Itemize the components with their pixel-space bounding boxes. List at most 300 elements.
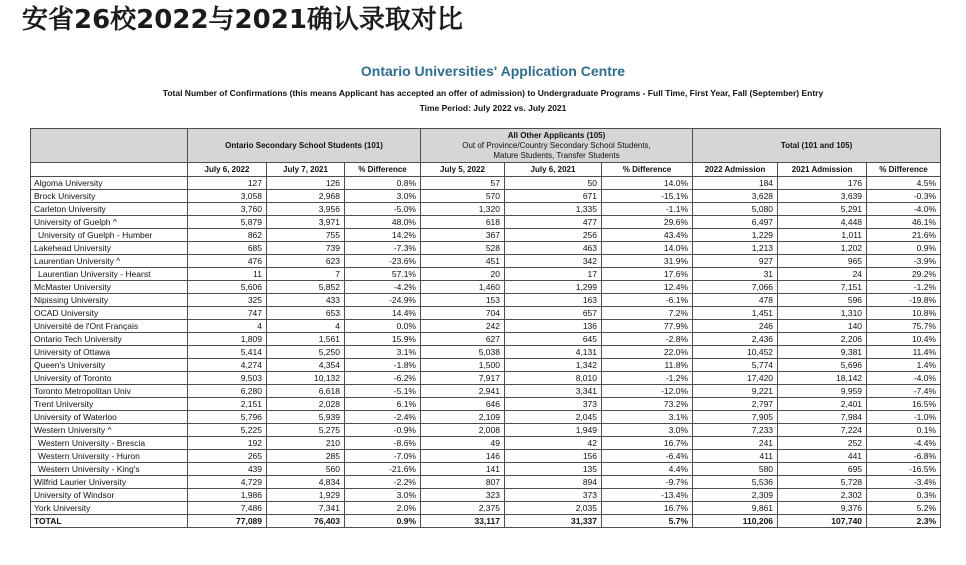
secondary-2021-cell: 739 [267, 242, 345, 255]
total-pct-diff-cell: 21.6% [867, 229, 941, 242]
secondary-2022-cell: 2,151 [188, 398, 267, 411]
table-row [31, 502, 941, 515]
other-2021-cell: 31,337 [505, 515, 602, 528]
other-pct-diff-cell: -15.1% [602, 190, 693, 203]
table-row [31, 294, 941, 307]
other-2021-cell: 2,035 [505, 502, 602, 515]
other-pct-diff-cell: 14.0% [602, 177, 693, 190]
total-2022-cell: 5,536 [693, 476, 778, 489]
secondary-2022-cell: 11 [188, 268, 267, 281]
total-pct-diff-cell: 1.4% [867, 359, 941, 372]
university-name: University of Waterloo [31, 411, 188, 424]
other-2021-cell: 2,045 [505, 411, 602, 424]
other-2021-cell: 4,131 [505, 346, 602, 359]
secondary-2022-cell: 5,414 [188, 346, 267, 359]
total-2021-cell: 5,728 [778, 476, 867, 489]
university-name: Lakehead University [31, 242, 188, 255]
total-2022-cell: 184 [693, 177, 778, 190]
other-2022-cell: 451 [421, 255, 505, 268]
other-2021-cell: 671 [505, 190, 602, 203]
secondary-2021-cell: 5,275 [267, 424, 345, 437]
other-2022-cell: 807 [421, 476, 505, 489]
secondary-pct-diff-cell: 0.8% [345, 177, 421, 190]
other-2021-cell: 342 [505, 255, 602, 268]
column-header-other-pct-diff: % Difference [602, 163, 693, 177]
column-header-other-2021: July 6, 2021 [505, 163, 602, 177]
university-name: Western University ^ [31, 424, 188, 437]
table-row [31, 242, 941, 255]
secondary-2021-cell: 7 [267, 268, 345, 281]
total-2021-cell: 5,291 [778, 203, 867, 216]
table-row [31, 398, 941, 411]
table-row [31, 424, 941, 437]
total-pct-diff-cell: 0.3% [867, 489, 941, 502]
secondary-2021-cell: 5,939 [267, 411, 345, 424]
secondary-pct-diff-cell: -2.2% [345, 476, 421, 489]
total-2022-cell: 580 [693, 463, 778, 476]
university-name: Toronto Metropolitan Univ [31, 385, 188, 398]
page-title: 安省26校2022与2021确认录取对比 [22, 5, 463, 35]
other-2022-cell: 618 [421, 216, 505, 229]
group-header-row [31, 129, 941, 163]
university-name: University of Ottawa [31, 346, 188, 359]
secondary-2022-cell: 9,503 [188, 372, 267, 385]
total-2022-cell: 1,229 [693, 229, 778, 242]
total-pct-diff-cell: -1.2% [867, 281, 941, 294]
total-2021-cell: 24 [778, 268, 867, 281]
total-2022-cell: 10,452 [693, 346, 778, 359]
secondary-2021-cell: 433 [267, 294, 345, 307]
total-2021-cell: 965 [778, 255, 867, 268]
table-row [31, 411, 941, 424]
secondary-2022-cell: 5,225 [188, 424, 267, 437]
total-2021-cell: 252 [778, 437, 867, 450]
secondary-pct-diff-cell: -8.6% [345, 437, 421, 450]
secondary-2022-cell: 4,274 [188, 359, 267, 372]
other-2022-cell: 33,117 [421, 515, 505, 528]
other-pct-diff-cell: 11.8% [602, 359, 693, 372]
secondary-2021-cell: 126 [267, 177, 345, 190]
total-pct-diff-cell: 5.2% [867, 502, 941, 515]
secondary-2021-cell: 3,956 [267, 203, 345, 216]
table-row [31, 476, 941, 489]
total-2021-cell: 441 [778, 450, 867, 463]
university-name: OCAD University [31, 307, 188, 320]
university-name: Western University - Brescia [31, 437, 188, 450]
total-2021-cell: 3,639 [778, 190, 867, 203]
total-2021-cell: 5,696 [778, 359, 867, 372]
secondary-2022-cell: 1,809 [188, 333, 267, 346]
secondary-2021-cell: 76,403 [267, 515, 345, 528]
other-pct-diff-cell: -6.4% [602, 450, 693, 463]
table-row [31, 307, 941, 320]
university-name: Carleton University [31, 203, 188, 216]
secondary-2021-cell: 5,852 [267, 281, 345, 294]
total-2022-cell: 241 [693, 437, 778, 450]
secondary-pct-diff-cell: -2.4% [345, 411, 421, 424]
university-header [31, 129, 188, 163]
total-pct-diff-cell: 0.1% [867, 424, 941, 437]
other-pct-diff-cell: 16.7% [602, 437, 693, 450]
column-header-total-2021: 2021 Admission [778, 163, 867, 177]
column-header-row [31, 163, 941, 177]
secondary-pct-diff-cell: 3.0% [345, 190, 421, 203]
other-pct-diff-cell: -2.8% [602, 333, 693, 346]
other-2021-cell: 477 [505, 216, 602, 229]
total-pct-diff-cell: -19.8% [867, 294, 941, 307]
secondary-2021-cell: 2,968 [267, 190, 345, 203]
secondary-pct-diff-cell: 0.0% [345, 320, 421, 333]
secondary-2022-cell: 747 [188, 307, 267, 320]
total-2021-cell: 596 [778, 294, 867, 307]
secondary-2021-cell: 560 [267, 463, 345, 476]
secondary-2021-cell: 623 [267, 255, 345, 268]
total-2022-cell: 17,420 [693, 372, 778, 385]
total-pct-diff-cell: -0.3% [867, 190, 941, 203]
university-subheader [31, 163, 188, 177]
university-name: Western University - King's [31, 463, 188, 476]
group-header-other-detail: Out of Province/Country Secondary School Students, [462, 140, 651, 150]
other-2021-cell: 50 [505, 177, 602, 190]
total-pct-diff-cell: -16.5% [867, 463, 941, 476]
other-2021-cell: 135 [505, 463, 602, 476]
total-2022-cell: 31 [693, 268, 778, 281]
total-2021-cell: 2,302 [778, 489, 867, 502]
total-pct-diff-cell: -4.0% [867, 372, 941, 385]
other-2022-cell: 323 [421, 489, 505, 502]
university-name: University of Windsor [31, 489, 188, 502]
total-2021-cell: 107,740 [778, 515, 867, 528]
total-pct-diff-cell: 10.8% [867, 307, 941, 320]
total-2022-cell: 3,628 [693, 190, 778, 203]
other-2021-cell: 156 [505, 450, 602, 463]
table-row [31, 333, 941, 346]
other-2022-cell: 528 [421, 242, 505, 255]
other-pct-diff-cell: 14.0% [602, 242, 693, 255]
total-2022-cell: 7,233 [693, 424, 778, 437]
secondary-pct-diff-cell: -4.2% [345, 281, 421, 294]
secondary-2021-cell: 4 [267, 320, 345, 333]
secondary-pct-diff-cell: -5.0% [345, 203, 421, 216]
total-2021-cell: 18,142 [778, 372, 867, 385]
secondary-2022-cell: 127 [188, 177, 267, 190]
group-header-secondary: Ontario Secondary School Students (101) [188, 129, 421, 163]
other-2021-cell: 373 [505, 489, 602, 502]
other-2021-cell: 136 [505, 320, 602, 333]
secondary-2022-cell: 4,729 [188, 476, 267, 489]
secondary-2022-cell: 192 [188, 437, 267, 450]
column-header-secondary-2021: July 7, 2021 [267, 163, 345, 177]
other-pct-diff-cell: -13.4% [602, 489, 693, 502]
other-2022-cell: 5,038 [421, 346, 505, 359]
secondary-pct-diff-cell: -23.6% [345, 255, 421, 268]
column-header-total-2022: 2022 Admission [693, 163, 778, 177]
secondary-2022-cell: 4 [188, 320, 267, 333]
total-pct-diff-cell: 11.4% [867, 346, 941, 359]
secondary-2022-cell: 265 [188, 450, 267, 463]
total-2021-cell: 9,959 [778, 385, 867, 398]
other-2022-cell: 7,917 [421, 372, 505, 385]
secondary-2021-cell: 653 [267, 307, 345, 320]
total-pct-diff-cell: 2.3% [867, 515, 941, 528]
university-name: Wilfrid Laurier University [31, 476, 188, 489]
report-organization: Ontario Universities' Application Centre [360, 63, 626, 79]
secondary-2021-cell: 4,354 [267, 359, 345, 372]
secondary-pct-diff-cell: 57.1% [345, 268, 421, 281]
total-2021-cell: 7,224 [778, 424, 867, 437]
secondary-pct-diff-cell: 14.4% [345, 307, 421, 320]
university-name: Brock University [31, 190, 188, 203]
secondary-2021-cell: 1,561 [267, 333, 345, 346]
other-pct-diff-cell: 3.0% [602, 424, 693, 437]
other-pct-diff-cell: 7.2% [602, 307, 693, 320]
university-name: University of Toronto [31, 372, 188, 385]
table-row [31, 281, 941, 294]
other-pct-diff-cell: 43.4% [602, 229, 693, 242]
total-2022-cell: 5,774 [693, 359, 778, 372]
total-2021-cell: 9,376 [778, 502, 867, 515]
secondary-pct-diff-cell: -1.8% [345, 359, 421, 372]
report-header [20, 63, 966, 113]
total-2021-cell: 1,011 [778, 229, 867, 242]
other-2022-cell: 627 [421, 333, 505, 346]
secondary-2022-cell: 5,606 [188, 281, 267, 294]
total-pct-diff-cell: 0.9% [867, 242, 941, 255]
other-2021-cell: 8,010 [505, 372, 602, 385]
total-row [31, 515, 941, 528]
secondary-2022-cell: 7,486 [188, 502, 267, 515]
other-2022-cell: 2,008 [421, 424, 505, 437]
other-2022-cell: 57 [421, 177, 505, 190]
total-2022-cell: 5,080 [693, 203, 778, 216]
total-2022-cell: 478 [693, 294, 778, 307]
other-2022-cell: 2,109 [421, 411, 505, 424]
table-row [31, 203, 941, 216]
secondary-2021-cell: 5,250 [267, 346, 345, 359]
other-2021-cell: 463 [505, 242, 602, 255]
secondary-pct-diff-cell: -21.6% [345, 463, 421, 476]
other-2022-cell: 1,500 [421, 359, 505, 372]
total-2021-cell: 2,206 [778, 333, 867, 346]
table-row [31, 450, 941, 463]
secondary-pct-diff-cell: 0.9% [345, 515, 421, 528]
total-2021-cell: 1,202 [778, 242, 867, 255]
secondary-pct-diff-cell: 14.2% [345, 229, 421, 242]
secondary-2021-cell: 7,341 [267, 502, 345, 515]
total-2021-cell: 7,151 [778, 281, 867, 294]
university-name: Western University - Huron [31, 450, 188, 463]
secondary-2022-cell: 476 [188, 255, 267, 268]
university-name: York University [31, 502, 188, 515]
total-2021-cell: 1,310 [778, 307, 867, 320]
secondary-2021-cell: 10,132 [267, 372, 345, 385]
secondary-pct-diff-cell: -7.0% [345, 450, 421, 463]
secondary-2022-cell: 3,058 [188, 190, 267, 203]
other-2021-cell: 256 [505, 229, 602, 242]
total-2022-cell: 927 [693, 255, 778, 268]
table-row [31, 190, 941, 203]
secondary-pct-diff-cell: 3.0% [345, 489, 421, 502]
university-name: Trent University [31, 398, 188, 411]
other-pct-diff-cell: 3.1% [602, 411, 693, 424]
other-2022-cell: 1,320 [421, 203, 505, 216]
total-pct-diff-cell: -4.4% [867, 437, 941, 450]
other-2021-cell: 645 [505, 333, 602, 346]
total-2021-cell: 9,381 [778, 346, 867, 359]
total-2022-cell: 9,861 [693, 502, 778, 515]
total-pct-diff-cell: 29.2% [867, 268, 941, 281]
secondary-pct-diff-cell: 2.0% [345, 502, 421, 515]
table-row [31, 229, 941, 242]
secondary-2022-cell: 5,796 [188, 411, 267, 424]
report-description: Total Number of Confirmations (this means Applicant has accepted an offer of admission) to Undergraduate Programs - Full Time, First Year, Fall (September) Entry [162, 88, 824, 98]
other-pct-diff-cell: 16.7% [602, 502, 693, 515]
secondary-2021-cell: 285 [267, 450, 345, 463]
university-name: Laurentian University - Hearst [31, 268, 188, 281]
total-2022-cell: 7,066 [693, 281, 778, 294]
other-2022-cell: 242 [421, 320, 505, 333]
secondary-2021-cell: 3,971 [267, 216, 345, 229]
secondary-2021-cell: 1,929 [267, 489, 345, 502]
other-pct-diff-cell: 4.4% [602, 463, 693, 476]
secondary-pct-diff-cell: -5.1% [345, 385, 421, 398]
total-2022-cell: 2,797 [693, 398, 778, 411]
secondary-pct-diff-cell: -7.3% [345, 242, 421, 255]
other-pct-diff-cell: -9.7% [602, 476, 693, 489]
total-pct-diff-cell: -3.9% [867, 255, 941, 268]
total-2022-cell: 1,213 [693, 242, 778, 255]
other-2022-cell: 2,375 [421, 502, 505, 515]
secondary-2021-cell: 6,618 [267, 385, 345, 398]
total-2021-cell: 7,984 [778, 411, 867, 424]
other-2021-cell: 1,299 [505, 281, 602, 294]
other-pct-diff-cell: -6.1% [602, 294, 693, 307]
total-2021-cell: 140 [778, 320, 867, 333]
column-header-secondary-pct-diff: % Difference [345, 163, 421, 177]
secondary-2022-cell: 325 [188, 294, 267, 307]
total-2021-cell: 176 [778, 177, 867, 190]
other-2022-cell: 146 [421, 450, 505, 463]
other-2021-cell: 1,342 [505, 359, 602, 372]
other-2022-cell: 20 [421, 268, 505, 281]
table-row [31, 320, 941, 333]
total-pct-diff-cell: 75.7% [867, 320, 941, 333]
table-row [31, 463, 941, 476]
other-pct-diff-cell: 5.7% [602, 515, 693, 528]
total-pct-diff-cell: 16.5% [867, 398, 941, 411]
other-2021-cell: 657 [505, 307, 602, 320]
secondary-pct-diff-cell: 48.0% [345, 216, 421, 229]
secondary-2021-cell: 2,028 [267, 398, 345, 411]
total-2022-cell: 246 [693, 320, 778, 333]
other-pct-diff-cell: 31.9% [602, 255, 693, 268]
other-pct-diff-cell: 12.4% [602, 281, 693, 294]
secondary-pct-diff-cell: 3.1% [345, 346, 421, 359]
secondary-pct-diff-cell: -6.2% [345, 372, 421, 385]
table-row [31, 385, 941, 398]
university-name: Laurentian University ^ [31, 255, 188, 268]
table-row [31, 346, 941, 359]
total-2021-cell: 2,401 [778, 398, 867, 411]
table-row [31, 489, 941, 502]
secondary-2022-cell: 77,089 [188, 515, 267, 528]
other-pct-diff-cell: -1.2% [602, 372, 693, 385]
table-body [31, 177, 941, 528]
other-pct-diff-cell: -12.0% [602, 385, 693, 398]
column-header-other-2022: July 5, 2022 [421, 163, 505, 177]
secondary-pct-diff-cell: -24.9% [345, 294, 421, 307]
other-2021-cell: 373 [505, 398, 602, 411]
table-row [31, 268, 941, 281]
university-name: University of Guelph ^ [31, 216, 188, 229]
confirmations-table [30, 128, 941, 528]
other-2022-cell: 153 [421, 294, 505, 307]
report-period: Time Period: July 2022 vs. July 2021 [419, 103, 567, 113]
total-2022-cell: 110,206 [693, 515, 778, 528]
total-2021-cell: 4,448 [778, 216, 867, 229]
total-2022-cell: 2,436 [693, 333, 778, 346]
university-name: Queen's University [31, 359, 188, 372]
other-2022-cell: 367 [421, 229, 505, 242]
other-2022-cell: 2,941 [421, 385, 505, 398]
secondary-2022-cell: 439 [188, 463, 267, 476]
group-header-other-title: All Other Applicants (105) [507, 130, 606, 140]
other-pct-diff-cell: -1.1% [602, 203, 693, 216]
column-header-total-pct-diff: % Difference [867, 163, 941, 177]
other-pct-diff-cell: 73.2% [602, 398, 693, 411]
table-row [31, 216, 941, 229]
table-row [31, 255, 941, 268]
total-2022-cell: 6,497 [693, 216, 778, 229]
secondary-pct-diff-cell: -0.9% [345, 424, 421, 437]
total-pct-diff-cell: -1.0% [867, 411, 941, 424]
group-header-total: Total (101 and 105) [693, 129, 941, 163]
table-row [31, 359, 941, 372]
total-pct-diff-cell: -6.8% [867, 450, 941, 463]
other-2021-cell: 17 [505, 268, 602, 281]
secondary-2021-cell: 4,834 [267, 476, 345, 489]
total-pct-diff-cell: 4.5% [867, 177, 941, 190]
total-2021-cell: 695 [778, 463, 867, 476]
total-2022-cell: 1,451 [693, 307, 778, 320]
group-header-other [421, 129, 693, 163]
other-2022-cell: 49 [421, 437, 505, 450]
other-pct-diff-cell: 77.9% [602, 320, 693, 333]
total-pct-diff-cell: 10.4% [867, 333, 941, 346]
university-name: Algoma University [31, 177, 188, 190]
other-2022-cell: 570 [421, 190, 505, 203]
other-2022-cell: 1,460 [421, 281, 505, 294]
secondary-pct-diff-cell: 15.9% [345, 333, 421, 346]
table-row [31, 437, 941, 450]
total-2022-cell: 2,309 [693, 489, 778, 502]
secondary-2022-cell: 5,879 [188, 216, 267, 229]
university-name: Ontario Tech University [31, 333, 188, 346]
other-2022-cell: 646 [421, 398, 505, 411]
other-2021-cell: 3,341 [505, 385, 602, 398]
other-pct-diff-cell: 22.0% [602, 346, 693, 359]
other-pct-diff-cell: 29.6% [602, 216, 693, 229]
university-name: University of Guelph - Humber [31, 229, 188, 242]
other-2021-cell: 1,335 [505, 203, 602, 216]
total-pct-diff-cell: 46.1% [867, 216, 941, 229]
total-2022-cell: 9,221 [693, 385, 778, 398]
secondary-2022-cell: 862 [188, 229, 267, 242]
other-2022-cell: 141 [421, 463, 505, 476]
secondary-2022-cell: 6,280 [188, 385, 267, 398]
secondary-2022-cell: 3,760 [188, 203, 267, 216]
table-row [31, 372, 941, 385]
